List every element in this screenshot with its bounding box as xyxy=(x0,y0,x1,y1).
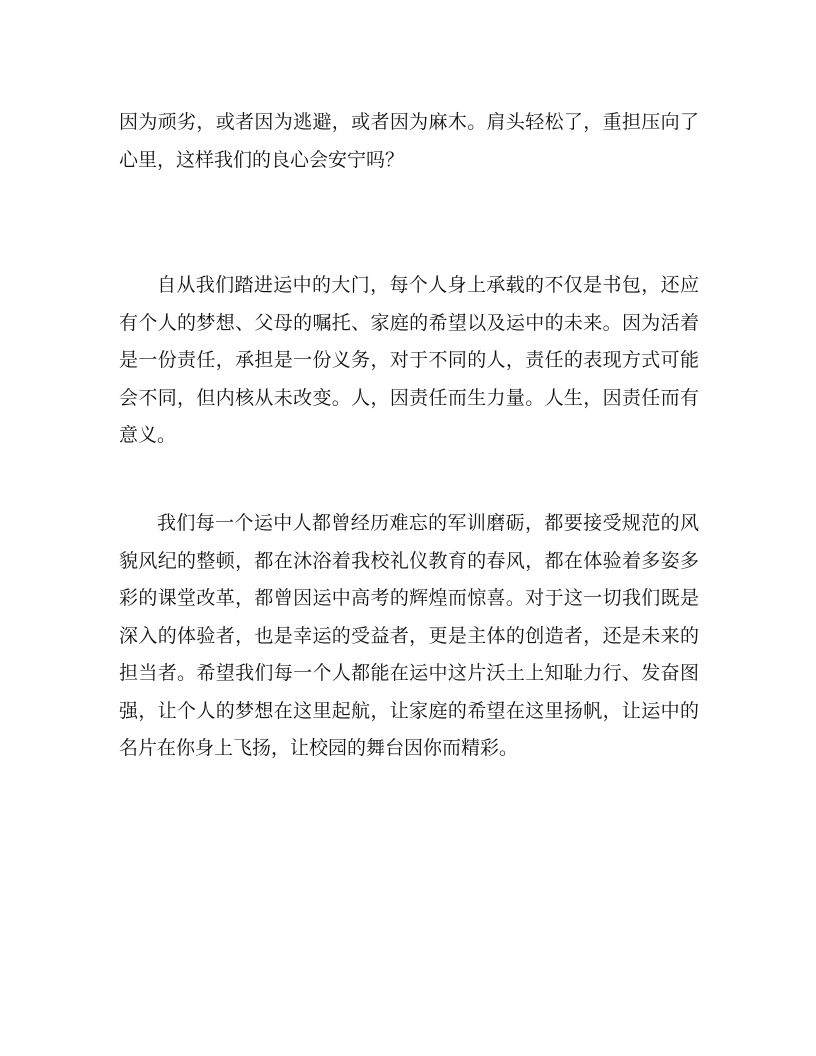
paragraph-2: 自从我们踏进运中的大门，每个人身上承载的不仅是书包，还应有个人的梦想、父母的嘱托、家庭的希望以及运中的未来。因为活着是一份责任，承担是一份义务，对于不同的人，责任的表现方式可能会不同，但内核从未改变。人，因责任而生力量。人生，因责任而有意义。 xyxy=(119,274,699,446)
paragraph-3: 我们每一个运中人都曾经历难忘的军训磨砺，都要接受规范的风貌风纪的整顿，都在沐浴着我校礼仪教育的春风，都在体验着多姿多彩的课堂改革，都曾因运中高考的辉煌而惊喜。对于这一切我们既是深入的体验者，也是幸运的受益者，更是主体的创造者，还是未来的担当者。希望我们每一个人都能在运中这片沃土上知耻力行、发奋图强，让个人的梦想在这里起航，让家庭的希望在这里扬帆，让运中的名片在你身上飞扬，让校园的舞台因你而精彩。 xyxy=(119,512,699,759)
paragraph-1: 因为顽劣，或者因为逃避，或者因为麻木。肩头轻松了，重担压向了心里，这样我们的良心会安宁吗？ xyxy=(119,111,699,171)
